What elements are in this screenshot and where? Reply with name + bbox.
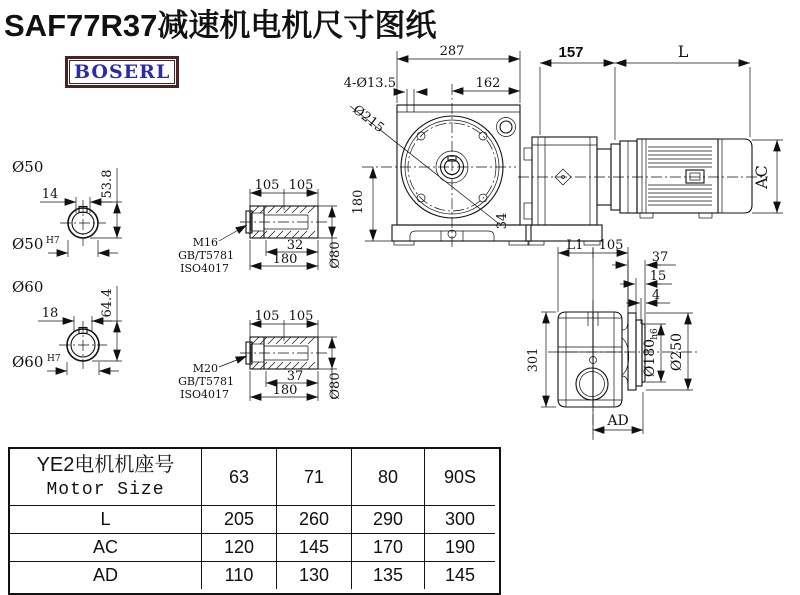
table-cell: 260 [277, 506, 352, 534]
table-cell: 145 [277, 534, 352, 562]
label-bushing20-thread: M20 [192, 362, 218, 375]
view-gearbox-front [344, 44, 531, 250]
dim-output-spigot: Ø180 [642, 338, 658, 378]
label-bushing16-std1: GB/T5781 [178, 249, 234, 262]
table-cell: 190 [425, 534, 495, 562]
dim-shaft60-bore: Ø60 [12, 353, 44, 371]
table-header-en: Motor Size [46, 480, 165, 500]
dim-shaft60-bore-tol: H7 [47, 354, 61, 364]
table-cell: 110 [202, 562, 277, 589]
table-col-63: 63 [202, 449, 277, 506]
dim-front-flange-dia: Ø215 [349, 102, 387, 137]
table-header-motor-size [10, 449, 202, 506]
table-cell: 145 [444, 565, 476, 585]
dim-shaft50-height: 53.8 [100, 169, 115, 199]
label-bushing16-thread: M16 [192, 236, 218, 249]
dim-bushing20-len1: 105 [254, 309, 280, 324]
dim-front-holes: 4-Ø13.5 [343, 76, 396, 91]
motor-fins [648, 147, 712, 205]
dim-bushing16-total-len: 180 [272, 252, 298, 267]
label-bushing16-std2: ISO4017 [180, 262, 229, 275]
table-header-cn: YE2电机机座号 [36, 454, 175, 476]
motor-size-table [8, 447, 501, 595]
table-row-label-L: L [10, 506, 202, 534]
dim-front-foot: 34 [495, 212, 510, 230]
dim-output-4: 4 [651, 288, 661, 303]
page-title: SAF77R37减速机电机尺寸图纸 [4, 8, 437, 43]
dim-bushing20-total-len: 180 [272, 383, 298, 398]
dim-output-flange-w: 37 [651, 250, 669, 265]
brand-logo-text: BOSERL [69, 60, 175, 84]
view-shaft-50 [12, 158, 122, 257]
table-cell: 120 [202, 534, 277, 562]
dim-bushing16-len2: 105 [288, 178, 314, 193]
table-cell: 130 [277, 562, 352, 589]
table-cell: 205 [202, 506, 277, 534]
label-bushing20-std1: GB/T5781 [178, 375, 234, 388]
view-bushing-m16 [178, 178, 343, 275]
table-cell: 290 [352, 506, 425, 534]
view-output-flange [526, 238, 700, 440]
view-shaft-60 [12, 278, 122, 375]
dim-side-motor-len: L [677, 42, 689, 61]
dim-output-spigot-tol: h6 [650, 328, 660, 340]
dim-output-105: 105 [598, 238, 624, 253]
dim-bushing16-len1: 105 [254, 178, 280, 193]
dim-front-height: 180 [351, 189, 366, 215]
dim-output-15: 15 [649, 269, 667, 284]
table-cell: 170 [352, 534, 425, 562]
dim-output-l1: L1 [566, 238, 584, 253]
dim-side-gearbox-len: 157 [558, 44, 584, 61]
dim-side-motor-height: AC [752, 165, 771, 189]
dim-front-width: 287 [439, 44, 465, 59]
dim-shaft60-label: Ø60 [12, 278, 44, 296]
dim-bushing20-key-len: 37 [286, 369, 304, 384]
dim-front-face-width: 162 [475, 76, 501, 91]
dim-output-height: 301 [526, 347, 541, 373]
dim-shaft50-key-width: 14 [41, 187, 59, 202]
dim-bushing20-len2: 105 [288, 309, 314, 324]
table-col-90s: 90S [425, 449, 495, 506]
dim-bushing16-dia: Ø80 [328, 241, 343, 269]
table-cell: 300 [425, 506, 495, 534]
label-bushing20-std2: ISO4017 [180, 388, 229, 401]
dim-shaft60-key-width: 18 [41, 306, 59, 321]
table-row-label-AD: AD [10, 562, 202, 589]
dim-output-flange-dia: Ø250 [669, 332, 685, 372]
dim-bushing16-key-len: 32 [286, 238, 304, 253]
table-row-label-AC: AC [10, 534, 202, 562]
view-bushing-m20 [178, 309, 343, 401]
dim-shaft50-bore-tol: H7 [46, 236, 60, 246]
table-col-71: 71 [277, 449, 352, 506]
table-cell: 135 [352, 562, 425, 589]
view-gearmotor-side [518, 42, 783, 245]
dim-bushing20-dia: Ø80 [328, 372, 343, 400]
dim-shaft60-height: 64.4 [100, 288, 115, 318]
table-col-80: 80 [352, 449, 425, 506]
dim-shaft50-bore: Ø50 [12, 235, 44, 253]
dim-shaft50-label: Ø50 [12, 158, 44, 176]
dim-output-ad: AD [607, 413, 629, 429]
